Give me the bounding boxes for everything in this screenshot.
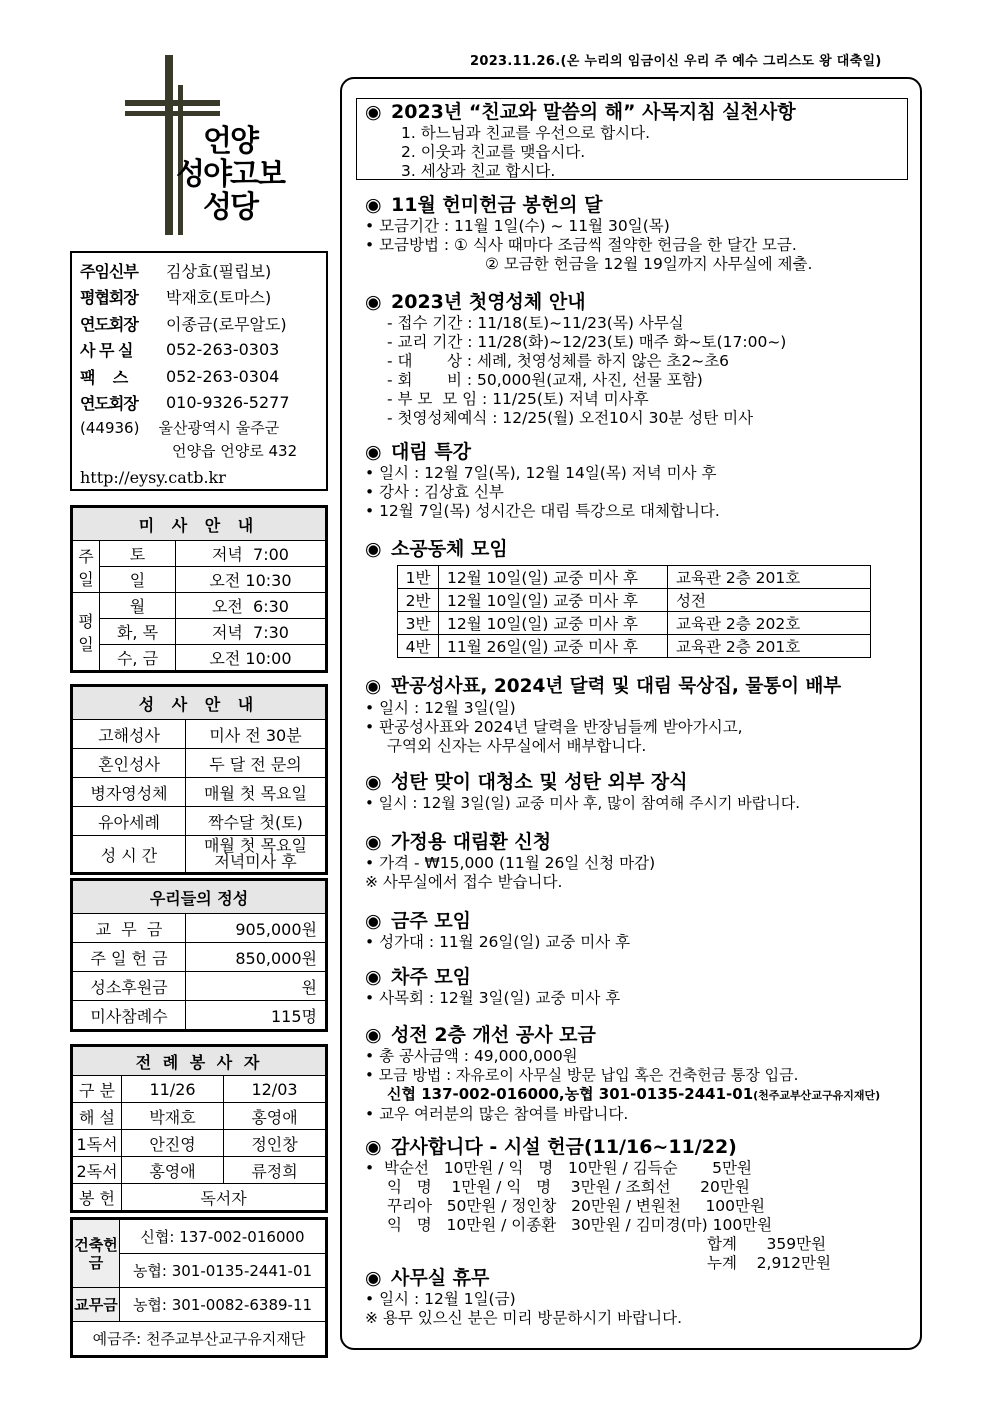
section-construction-fund — [365, 1023, 925, 1124]
cross-arm-shadow — [125, 111, 220, 116]
server-name: 정인창 — [224, 1130, 326, 1157]
bank-account-table — [70, 1217, 328, 1358]
bullet-icon: ◉ — [365, 291, 382, 313]
section-line: ※ 용무 있으신 분은 미리 방문하시기 바랍니다. — [365, 1309, 682, 1327]
section-title: 성전 2층 개선 공사 모금 — [391, 1024, 596, 1046]
mass-day: 월 — [100, 593, 176, 619]
donor-line: • 박순선 10만원 / 익 명 10만원 / 김득순 5만원 — [365, 1159, 752, 1177]
contact-value: 052-263-0303 — [166, 340, 280, 360]
group-date: 11월 26일(일) 교중 미사 후 — [439, 635, 668, 658]
offering-label: 미사참례수 — [73, 1001, 186, 1030]
section-title: 차주 모임 — [391, 966, 472, 988]
account-holder: 예금주: 천주교부산교구유지재단 — [73, 1322, 326, 1356]
table-row — [398, 635, 871, 658]
group-place: 성전 — [668, 589, 871, 612]
section-next-week — [365, 965, 925, 1008]
group-name: 3반 — [398, 612, 439, 635]
group-name: 1반 — [398, 566, 439, 589]
bullet-icon: ◉ — [365, 1136, 382, 1158]
section-line: • 모금방법 : ① 식사 때마다 조금씩 절약한 헌금을 한 달간 모금. — [365, 236, 797, 254]
contact-label: 연도회장 — [80, 394, 138, 414]
offering-amount: 850,000원 — [186, 943, 326, 972]
server-role: 1독서 — [73, 1130, 122, 1157]
contact-value: 052-263-0304 — [166, 366, 280, 386]
bullet-icon: ◉ — [365, 101, 382, 123]
row-group-label: 주일 — [73, 541, 100, 593]
section-title: 11월 헌미헌금 봉헌의 달 — [391, 194, 603, 216]
bullet-icon: ◉ — [365, 1024, 382, 1046]
account-number: 농협: 301-0135-2441-01 — [120, 1254, 326, 1288]
section-line: - 회 비 : 50,000원(교재, 사진, 선물 포함) — [387, 371, 703, 389]
section-title: 금주 모임 — [391, 910, 472, 932]
section-line: - 교리 기간 : 11/28(화)~12/23(토) 매주 화~토(17:00~) — [387, 333, 787, 351]
community-schedule-table — [397, 565, 871, 658]
section-christmas-cleaning — [365, 770, 925, 813]
sacrament-name: 혼인성사 — [73, 749, 186, 778]
sacrament-name: 유아세례 — [73, 807, 186, 836]
section-small-community — [365, 537, 925, 658]
section-title: 가정용 대림환 신청 — [391, 831, 552, 853]
table-title: 성 사 안 내 — [73, 687, 326, 720]
group-date: 12월 10일(일) 교중 미사 후 — [439, 589, 668, 612]
section-line: • 일시 : 12월 3일(일) 교중 미사 후, 많이 참여해 주시기 바랍니다. — [365, 794, 801, 812]
account-numbers: 신협 137-002-016000,농협 301-0135-2441-01 — [387, 1085, 754, 1103]
contact-label: 팩 스 — [80, 367, 128, 387]
contact-label: 사 무 실 — [80, 341, 133, 361]
group-place: 교육관 2층 202호 — [668, 612, 871, 635]
donor-line: 익 명 10만원 / 이종환 30만원 / 김미경(마) 100만원 — [387, 1216, 773, 1234]
donor-line: 꾸리아 50만원 / 정인창 20만원 / 변원천 100만원 — [387, 1197, 765, 1215]
sacrament-name: 고해성사 — [73, 720, 186, 749]
server-name: 박재호 — [122, 1103, 224, 1130]
section-line: • 교우 여러분의 많은 참여를 바랍니다. — [365, 1105, 629, 1123]
mass-time: 오전 10:00 — [175, 645, 325, 671]
section-line: • 일시 : 12월 3일(일) — [365, 699, 516, 717]
bullet-icon: ◉ — [365, 676, 382, 697]
section-title: 성탄 맞이 대청소 및 성탄 외부 장식 — [391, 771, 688, 793]
section-line: • 사목회 : 12월 3일(일) 교중 미사 후 — [365, 989, 621, 1007]
server-name: 류정희 — [224, 1157, 326, 1184]
sacrament-info: 매월 첫 목요일 — [186, 778, 326, 807]
account-number: 농협: 301-0082-6389-11 — [120, 1288, 326, 1322]
section-line: • 총 공사금액 : 49,000,000원 — [365, 1047, 578, 1065]
section-line: - 접수 기간 : 11/18(토)~11/23(목) 사무실 — [387, 314, 684, 332]
servers-date: 12/03 — [224, 1076, 326, 1103]
server-name: 홍영애 — [122, 1157, 224, 1184]
section-line: • 성가대 : 11월 26일(일) 교중 미사 후 — [365, 933, 631, 951]
donor-line: 익 명 1만원 / 익 명 3만원 / 조희선 20만원 — [387, 1178, 750, 1196]
sacrament-info: 두 달 전 문의 — [186, 749, 326, 778]
section-distribution — [365, 675, 925, 756]
bullet-icon: ◉ — [365, 538, 382, 560]
section-line: ② 모금한 헌금을 12월 19일까지 사무실에 제출. — [485, 255, 813, 273]
bullet-icon: ◉ — [365, 910, 382, 932]
sacrament-name: 병자영성체 — [73, 778, 186, 807]
section-line: 구역외 신자는 사무실에서 배부합니다. — [387, 737, 647, 755]
server-name: 홍영애 — [224, 1103, 326, 1130]
mass-schedule-table — [70, 505, 328, 673]
group-place: 교육관 2층 201호 — [668, 635, 871, 658]
parish-logo — [120, 55, 300, 240]
contact-box — [70, 251, 328, 491]
mass-day: 수, 금 — [100, 645, 176, 671]
server-role: 봉 헌 — [73, 1184, 122, 1211]
section-donor-thanks — [365, 1135, 925, 1273]
liturgy-servers-table — [70, 1044, 328, 1213]
offering-amount: 905,000원 — [186, 914, 326, 943]
server-name: 안진영 — [122, 1130, 224, 1157]
bullet-icon: ◉ — [365, 771, 382, 793]
offering-label: 교 무 금 — [73, 914, 186, 943]
mass-time: 오전 6:30 — [175, 593, 325, 619]
section-line: • 모금 방법 : 자유로이 사무실 방문 납입 혹은 건축헌금 통장 입금. — [365, 1066, 799, 1084]
group-date: 12월 10일(일) 교중 미사 후 — [439, 612, 668, 635]
section-first-communion — [365, 290, 925, 428]
server-role: 해 설 — [73, 1103, 122, 1130]
section-title: 소공동체 모임 — [391, 538, 508, 560]
section-line: - 첫영성체예식 : 12/25(월) 오전10시 30분 성탄 미사 — [387, 409, 754, 427]
account-holder-note: (천주교부산교구유지재단) — [753, 1089, 881, 1102]
table-title: 우리들의 정성 — [73, 881, 326, 914]
section-line: 3. 세상과 친교 합시다. — [401, 162, 556, 180]
section-title: 2023년 “친교와 말씀의 해” 사목지침 실천사항 — [391, 101, 796, 123]
contact-label: 주임신부 — [80, 261, 138, 281]
parish-name-line: 성당 — [203, 190, 257, 225]
contact-label: 평협회장 — [80, 288, 138, 308]
row-group-label: 평일 — [73, 593, 100, 671]
mass-day: 토 — [100, 541, 176, 567]
sacrament-info: 매월 첫 목요일 저녁미사 후 — [186, 836, 326, 873]
section-this-week — [365, 909, 925, 952]
section-title: 사무실 휴무 — [391, 1267, 490, 1289]
parish-name — [175, 125, 285, 224]
section-title: 판공성사표, 2024년 달력 및 대림 묵상집, 물통이 배부 — [391, 676, 842, 697]
contact-label: 연도회장 — [80, 314, 138, 334]
group-date: 12월 10일(일) 교중 미사 후 — [439, 566, 668, 589]
mass-time: 저녁 7:30 — [175, 619, 325, 645]
account-label: 건축헌금 — [73, 1220, 120, 1288]
offering-amount: 원 — [186, 972, 326, 1001]
section-line: 1. 하느님과 친교를 우선으로 합시다. — [401, 124, 651, 142]
table-title: 미 사 안 내 — [73, 508, 326, 541]
section-line: • 강사 : 김상효 신부 — [365, 483, 504, 501]
section-advent-wreath — [365, 830, 925, 892]
sacrament-name: 성 시 간 — [73, 836, 186, 873]
section-title: 감사합니다 - 시설 헌금(11/16~11/22) — [391, 1136, 737, 1158]
section-line: • 12월 7일(목) 성시간은 대림 특강으로 대체합니다. — [365, 502, 720, 520]
section-line: • 가격 - ₩15,000 (11월 26일 신청 마감) — [365, 854, 656, 872]
section-line: ※ 사무실에서 접수 받습니다. — [365, 873, 563, 891]
sacrament-info: 짝수달 첫(토) — [186, 807, 326, 836]
parish-name-line: 언양 — [203, 124, 257, 159]
address-line: 언양읍 언양로 432 — [172, 442, 298, 460]
bullet-icon: ◉ — [365, 441, 382, 463]
servers-date: 11/26 — [122, 1076, 224, 1103]
cross-icon — [165, 55, 173, 235]
contact-value: 박재호(토마스) — [166, 288, 272, 308]
contact-value: 이종금(로무알도) — [166, 314, 287, 334]
table-row — [398, 612, 871, 635]
account-number: 신협: 137-002-016000 — [120, 1220, 326, 1254]
sacrament-info: 미사 전 30분 — [186, 720, 326, 749]
section-title: 2023년 첫영성체 안내 — [391, 291, 586, 313]
parish-name-line: 성야고보 — [176, 157, 284, 192]
table-title: 전 례 봉 사 자 — [73, 1047, 326, 1076]
contact-value: 김상효(필립보) — [166, 261, 272, 281]
section-rice-offering — [365, 193, 925, 274]
section-line: • 일시 : 12월 7일(목), 12월 14일(목) 저녁 미사 후 — [365, 464, 717, 482]
bulletin-date: 2023.11.26.(온 누리의 임금이신 우리 주 예수 그리스도 왕 대축일) — [470, 54, 882, 69]
section-line: • 판공성사표와 2024년 달력을 반장님들께 받아가시고, — [365, 718, 743, 736]
bullet-icon: ◉ — [365, 194, 382, 216]
group-place: 교육관 2층 201호 — [668, 566, 871, 589]
servers-header: 구 분 — [73, 1076, 122, 1103]
section-title: 대림 특강 — [391, 441, 472, 463]
donor-cumulative: 누계 2,912만원 — [707, 1254, 831, 1272]
mass-time: 오전 10:30 — [175, 567, 325, 593]
section-pastoral-guideline — [365, 100, 925, 181]
mass-time: 저녁 7:00 — [175, 541, 325, 567]
donor-total: 합계 359만원 — [707, 1235, 827, 1253]
table-row — [398, 589, 871, 612]
table-row — [398, 566, 871, 589]
section-office-closed — [365, 1266, 925, 1328]
bullet-icon: ◉ — [365, 831, 382, 853]
mass-day: 화, 목 — [100, 619, 176, 645]
section-line: 2. 이웃과 친교를 맺읍시다. — [401, 143, 586, 161]
server-name: 독서자 — [122, 1184, 326, 1211]
group-name: 2반 — [398, 589, 439, 612]
section-line: - 대 상 : 세례, 첫영성체를 하지 않은 초2~초6 — [387, 352, 730, 370]
sacrament-table — [70, 684, 328, 875]
bullet-icon: ◉ — [365, 1267, 382, 1289]
section-line: - 부 모 모 임 : 11/25(토) 저녁 미사후 — [387, 390, 649, 408]
account-label: 교무금 — [73, 1288, 120, 1322]
offering-label: 성소후원금 — [73, 972, 186, 1001]
group-name: 4반 — [398, 635, 439, 658]
offering-amount: 115명 — [186, 1001, 326, 1030]
website-link[interactable]: http://eysy.catb.kr — [80, 468, 226, 487]
section-advent-lecture — [365, 440, 925, 521]
cross-arm — [125, 100, 220, 106]
section-line: • 일시 : 12월 1일(금) — [365, 1290, 516, 1308]
server-role: 2독서 — [73, 1157, 122, 1184]
offering-table — [70, 878, 328, 1032]
contact-value: 010-9326-5277 — [166, 393, 290, 413]
offering-label: 주 일 헌 금 — [73, 943, 186, 972]
address-line: (44936) 울산광역시 울주군 — [80, 419, 280, 437]
mass-day: 일 — [100, 567, 176, 593]
section-line: • 모금기간 : 11월 1일(수) ~ 11월 30일(목) — [365, 217, 670, 235]
bullet-icon: ◉ — [365, 966, 382, 988]
